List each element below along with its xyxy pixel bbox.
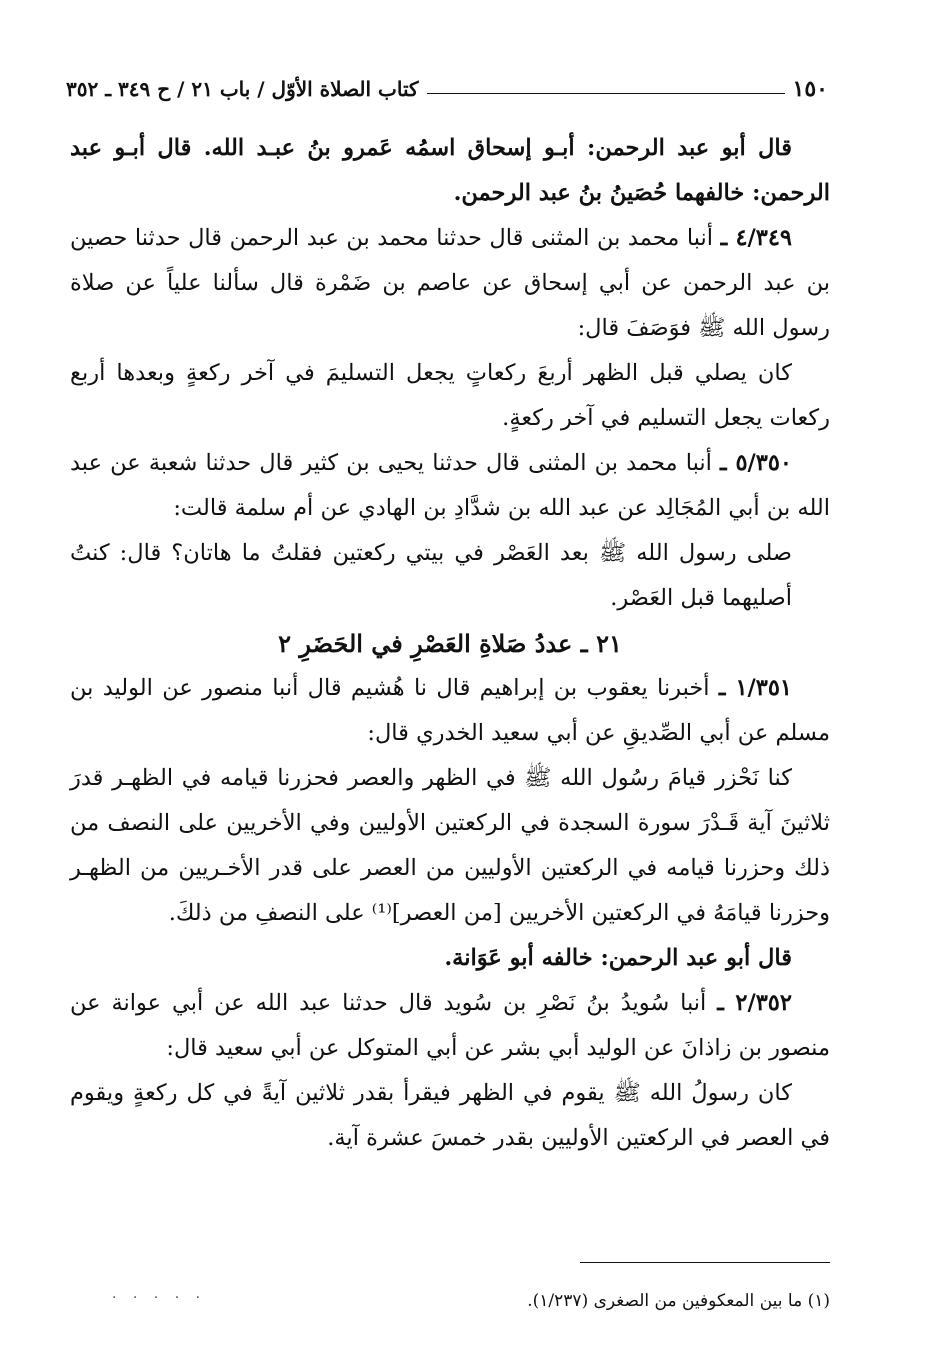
- hadith-349-text: كان يصلي قبل الظهر أربعَ ركعاتٍ يجعل التسليمَ في آخر ركعةٍ وبعدها أربع ركعات يجعل التسليم في آخر ركعةٍ.: [70, 360, 830, 431]
- commentary-paragraph: قال أبو عبد الرحمن: أبـو إسحاق اسمُه عَمرو بنُ عبـد الله. قال أبـو عبد الرحمن: خالفهما حُصَينُ بنُ عبد الرحمن.: [70, 135, 830, 206]
- hadith-351-text: كنا نَحْزر قيامَ رسُول الله ﷺ في الظهر والعصر فحزرنا قيامه في الظهـر قدرَ ثلاثينَ آية قَـدْرَ سورة السجدة في الركعتين الأوليين وفي الأخريين على النصف من ذلك وحزرنا قيامه في الركعتين الأوليين من العصر على قدر الأخـريين من الظهـر وحزرنا قيامَهُ في الركعتين الأخريين [من العصر]⁽¹⁾ على النصفِ من ذلكَ.: [70, 765, 830, 926]
- isnad-text: أنبا محمد بن المثنى قال حدثنا محمد بن عبد الرحمن قال حدثنا حصين بن عبد الرحمن عن أبي إسحاق عن عاصم بن ضَمْرة قال سألنا علياً عن صلاة رسول الله ﷺ فوَصَفَ قال:: [70, 225, 830, 341]
- hadith-350-isnad: [70, 441, 830, 531]
- hadith-352-text: كان رسولُ الله ﷺ يقوم في الظهر فيقرأ بقدر ثلاثين آيةً في كل ركعةٍ ويقوم في العصر في الركعتين الأوليين بقدر خمسَ عشرة آية.: [70, 1080, 830, 1151]
- isnad-text: أنبا سُويدُ بنُ نَصْرِ بن سُويد قال حدثنا عبد الله عن أبي عوانة عن منصور بن زاذانَ عن الوليد أبي بشر عن أبي المتوكل عن أبي سعيد قال:: [70, 990, 830, 1061]
- page-header: [66, 72, 828, 106]
- chapter-heading: ٢١ ـ عددُ صَلاةِ العَصْرِ في الحَضَرِ ٢: [278, 629, 622, 658]
- footnote: (١) ما بين المعكوفين من الصغرى (١/٢٣٧).: [527, 1291, 830, 1311]
- header-rule: [427, 93, 785, 94]
- scan-noise-dots: · · · · ·: [112, 1290, 207, 1306]
- hadith-number: ٥/٣٥٠ ـ: [720, 450, 792, 476]
- commentary-paragraph: قال أبو عبد الرحمن: خالفه أبو عَوَانة.: [444, 945, 792, 971]
- hadith-number: ٢/٣٥٢ ـ: [717, 990, 792, 1016]
- hadith-350-text: صلى رسول الله ﷺ بعد العَصْر في بيتي ركعتين فقلتُ ما هاتان؟ قال: كنتُ أصليهما قبل العَصْر.: [70, 540, 792, 611]
- isnad-text: أخبرنا يعقوب بن إبراهيم قال نا هُشيم قال أنبا منصور عن الوليد بن مسلم عن أبي الصِّديقِ عن أبي سعيد الخدري قال:: [70, 675, 830, 746]
- hadith-number: ٤/٣٤٩ ـ: [720, 225, 792, 251]
- hadith-number: ١/٣٥١ ـ: [718, 675, 792, 701]
- main-text: [70, 126, 830, 1161]
- hadith-351-isnad: [70, 666, 830, 756]
- page-number: ١٥٠: [792, 76, 828, 102]
- isnad-text: أنبا محمد بن المثنى قال حدثنا يحيى بن كثير قال حدثنا شعبة عن عبد الله بن أبي المُجَالِد عن عبد الله بن شدَّادِ بن الهادي عن أم سلمة قالت:: [70, 450, 830, 521]
- footnote-separator: [580, 1262, 830, 1263]
- hadith-349-isnad: [70, 216, 830, 351]
- running-title: كتاب الصلاة الأوّل / باب ٢١ / ح ٣٤٩ ـ ٣٥٢: [66, 77, 419, 101]
- hadith-352-isnad: [70, 981, 830, 1071]
